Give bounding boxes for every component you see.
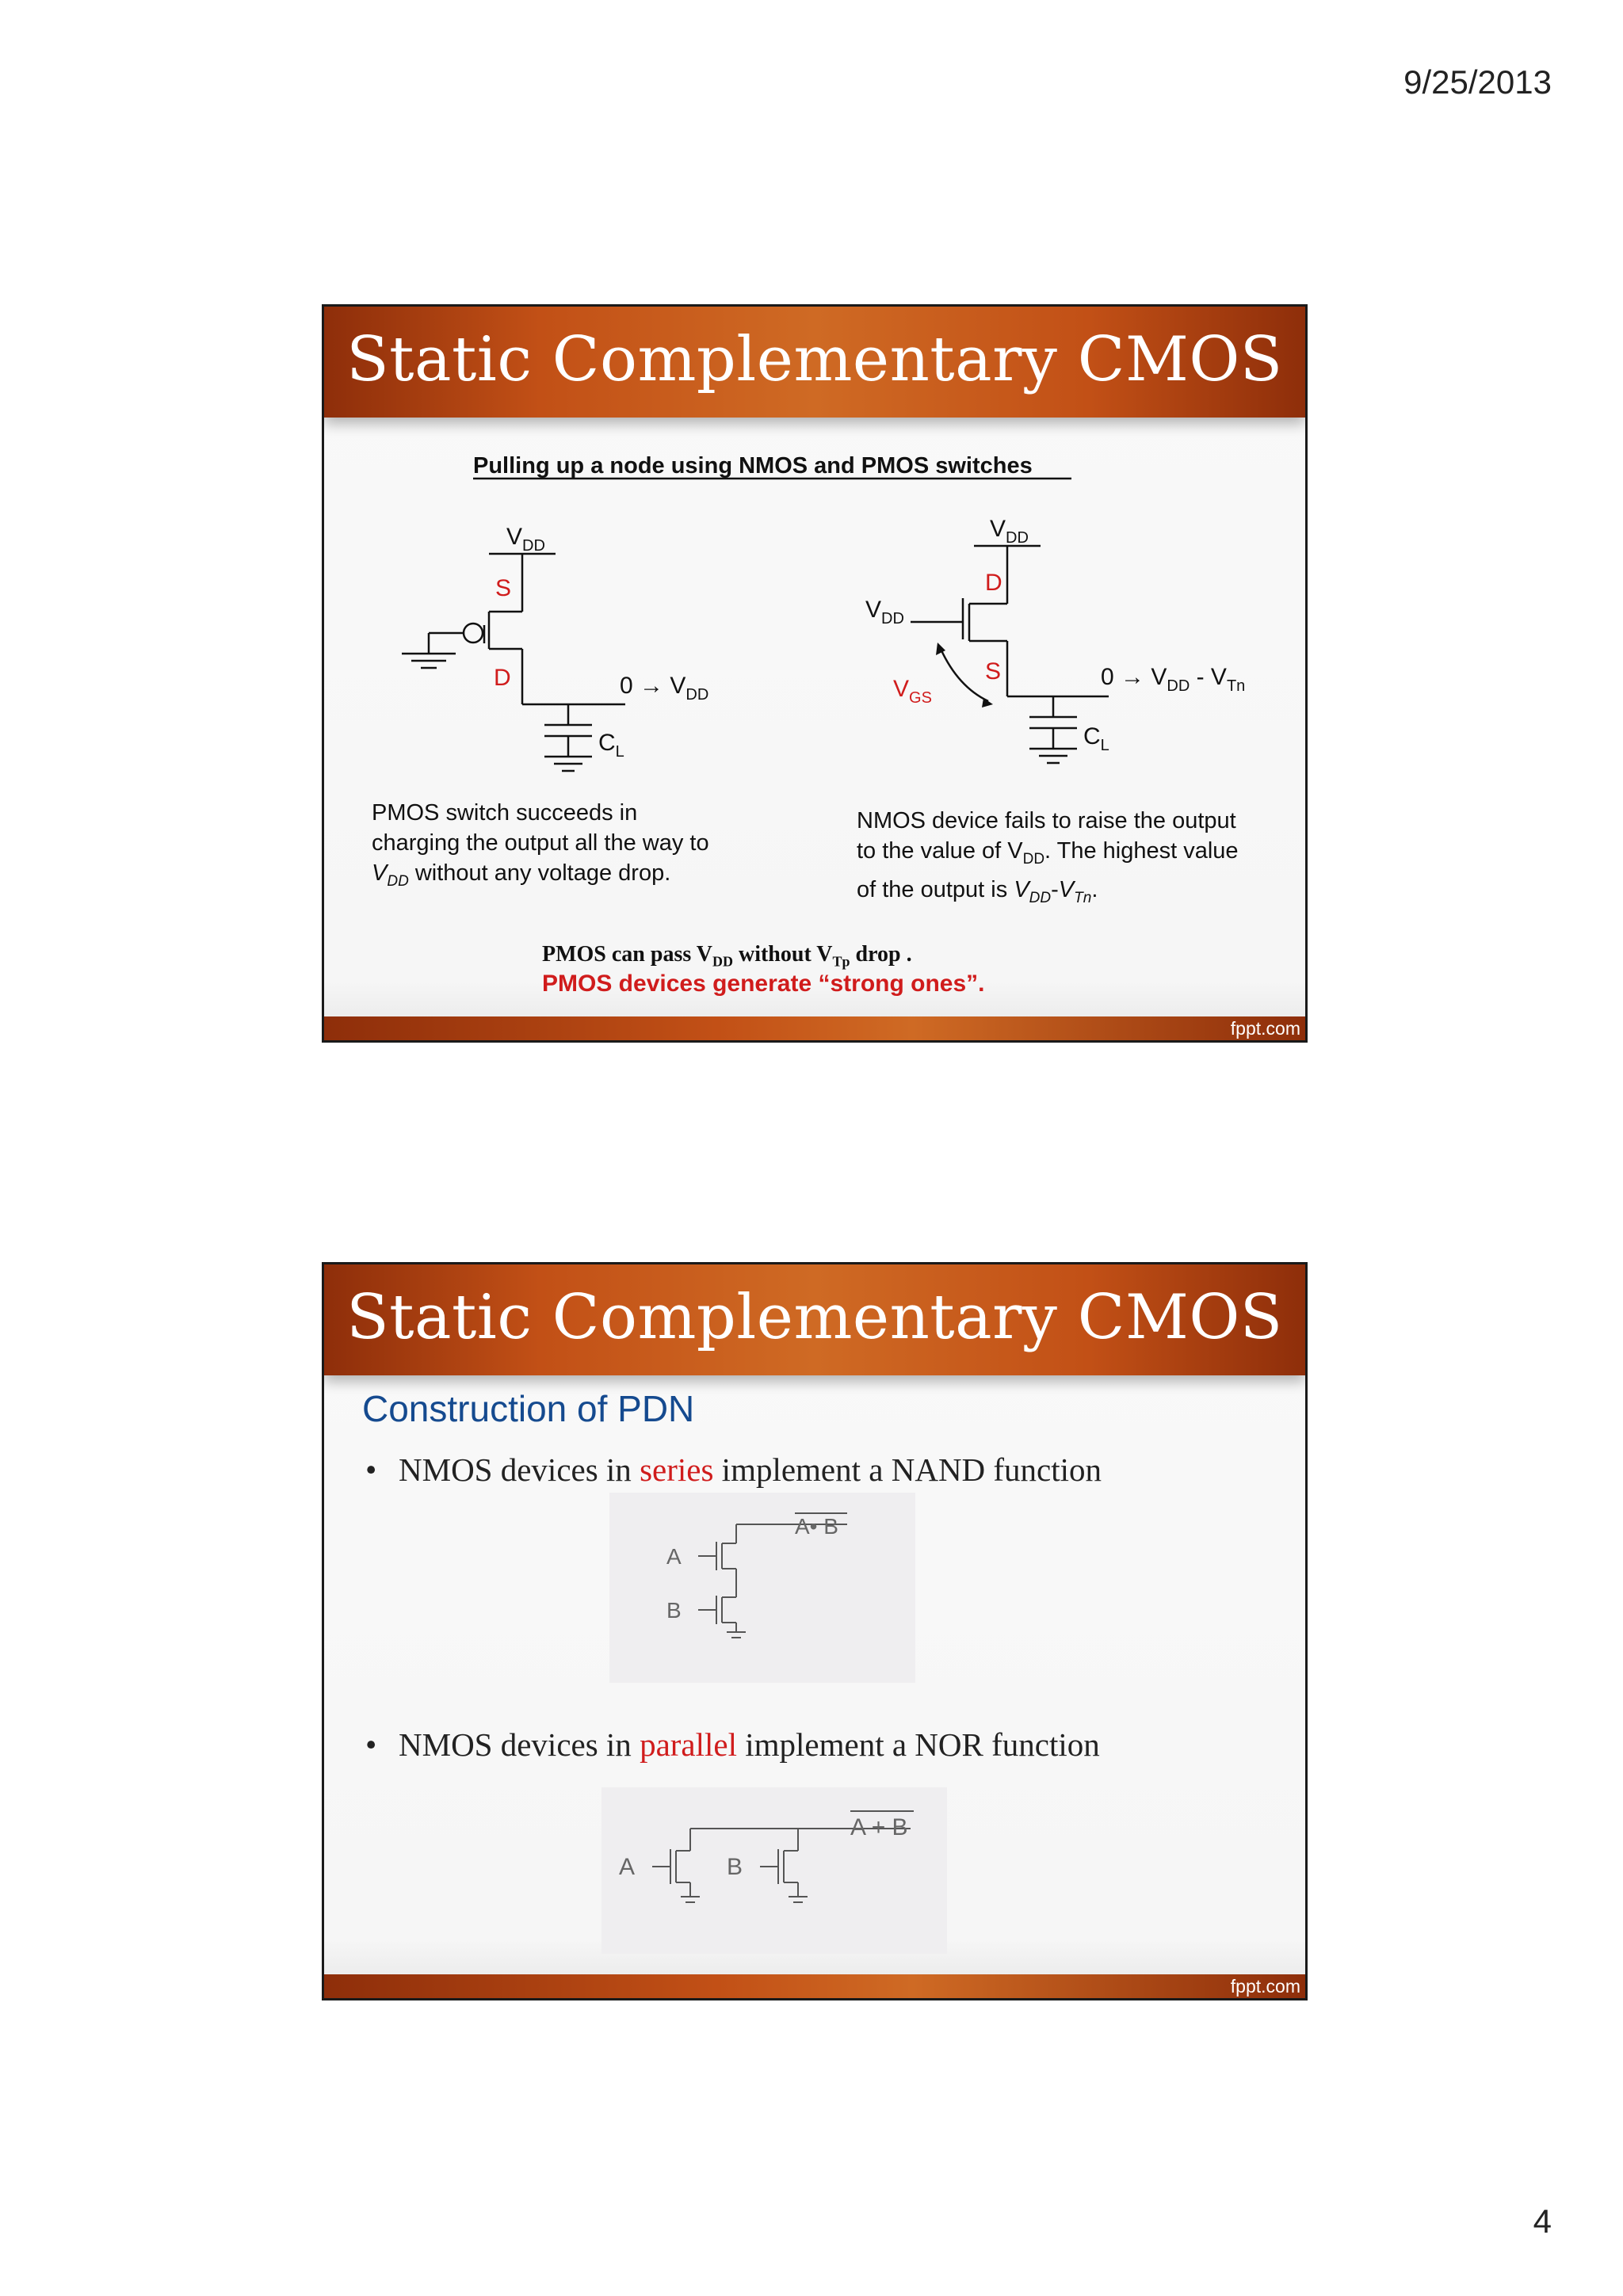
pmos-vdd-label: $V_{DD}$ [506, 524, 545, 555]
nmos-vgs-label: $V_{GS}$ [893, 676, 932, 707]
slide-subtitle: Construction of PDN [362, 1388, 695, 1429]
nand-output-label: A• B [795, 1514, 838, 1539]
nmos-source-label: S [985, 658, 1002, 685]
slide-heading: Pulling up a node using NMOS and PMOS switches [473, 453, 1033, 479]
nmos-vdd-top-label: $V_{DD}$ [990, 516, 1029, 547]
nor-input-b: B [727, 1854, 743, 1880]
nmos-caption-line3: of the output is $V_{DD}-V_{Tn}$. [857, 876, 1098, 906]
nmos-drain-label: D [985, 570, 1002, 596]
slide-pdn [322, 1262, 1308, 2000]
title-bar [324, 1264, 1305, 1375]
slide-title: Static Complementary CMOS [346, 1282, 1283, 1353]
nor-pdn-circuit [601, 1787, 947, 1954]
nmos-caption-line2: to the value of $V_{DD}$. The highest value [857, 838, 1239, 868]
nor-output-label: A + B [850, 1814, 908, 1840]
pmos-circuit [402, 554, 625, 771]
pmos-drain-label: D [494, 665, 511, 691]
footer-bar [324, 1016, 1305, 1040]
footer-bar [324, 1974, 1305, 1998]
nor-input-a: A [619, 1854, 636, 1880]
slide-title: Static Complementary CMOS [346, 324, 1283, 395]
nand-input-b: B [666, 1598, 682, 1623]
nand-pdn-circuit [609, 1493, 915, 1683]
pmos-caption-line3: $V_{DD}$ without any voltage drop. [372, 860, 671, 890]
nmos-caption-line1: NMOS device fails to raise the output [857, 808, 1236, 833]
nmos-circuit [911, 546, 1109, 763]
footer-brand: fppt.com [1230, 1976, 1300, 1997]
page-number: 4 [1533, 2203, 1552, 2240]
pmos-source-label: S [495, 575, 512, 601]
nmos-cl-label: $C_L$ [1083, 723, 1109, 754]
pmos-caption [372, 798, 784, 897]
pmos-caption-line2: charging the output all the way to [372, 830, 709, 856]
bullet-parallel-nor: • NMOS devices in parallel implement a NOR function [365, 1726, 1100, 1763]
slide-pull-up [322, 304, 1308, 1043]
nmos-caption [857, 806, 1300, 913]
page-date: 9/25/2013 [1403, 63, 1552, 101]
nmos-output-label: $0 \to V_{DD} - V_{Tn}$ [1101, 664, 1246, 695]
nand-input-a: A [666, 1544, 682, 1569]
footer-brand: fppt.com [1230, 1018, 1300, 1039]
pmos-caption-line1: PMOS switch succeeds in [372, 800, 638, 826]
pmos-cl-label: $C_L$ [598, 730, 624, 761]
strong-ones-note: PMOS devices generate “strong ones”. [542, 971, 985, 997]
bullet-series-nand: • NMOS devices in series implement a NAND function [365, 1451, 1102, 1488]
pmos-pass-note: PMOS can pass $V_{DD}$ without $V_{Tp}$ drop . [542, 942, 912, 970]
nmos-gate-vdd-label: $V_{DD}$ [865, 597, 904, 627]
pmos-output-label: $0 \to V_{DD}$ [620, 673, 709, 704]
